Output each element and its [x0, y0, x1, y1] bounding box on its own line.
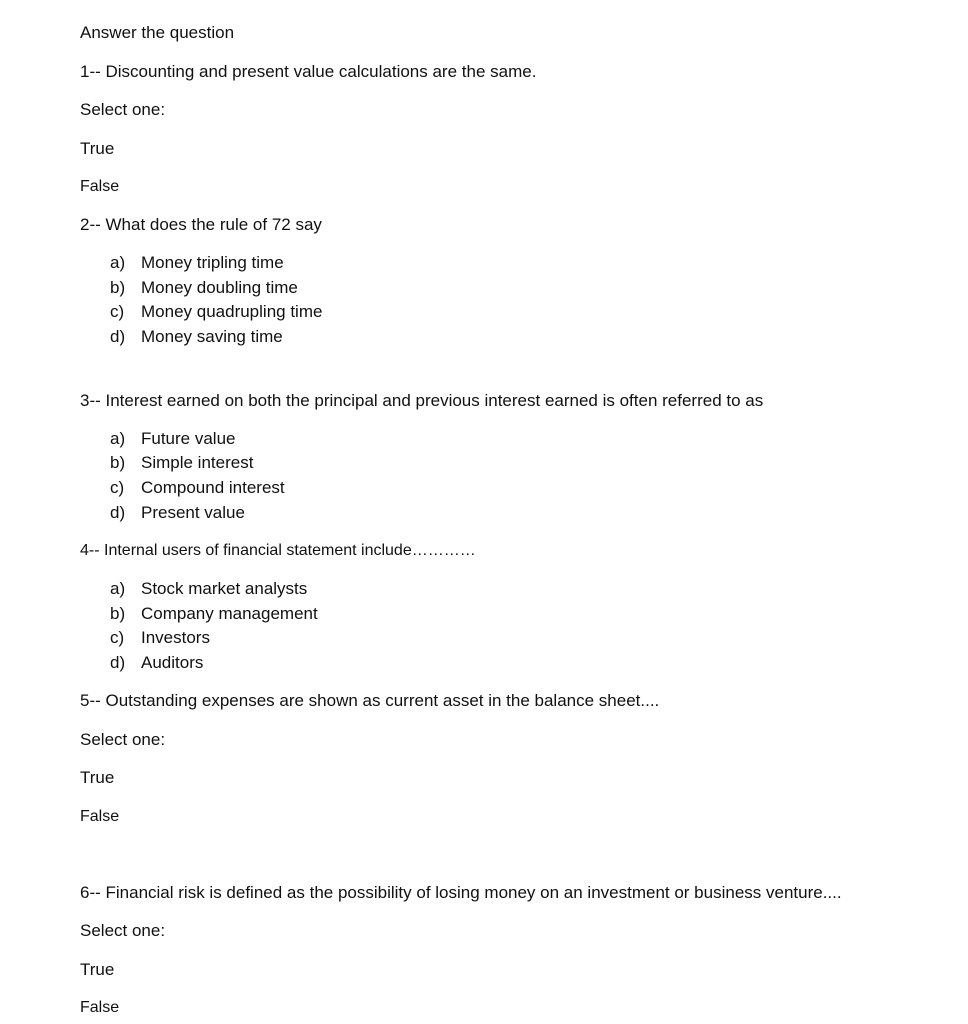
- question-4-text: 4-- Internal users of financial statement include…………: [80, 542, 476, 559]
- question-3-option-a[interactable]: [110, 429, 236, 449]
- question-4-option-c[interactable]: [110, 628, 210, 648]
- question-5-text: 5-- Outstanding expenses are shown as current asset in the balance sheet....: [80, 691, 660, 710]
- option-label: Compound interest: [141, 478, 285, 497]
- question-3-text: 3-- Interest earned on both the principal and previous interest earned is often referred to as: [80, 391, 764, 410]
- question-2-option-c[interactable]: [110, 302, 322, 322]
- question-4-option-a[interactable]: [110, 579, 307, 599]
- option-label: Future value: [141, 429, 236, 448]
- option-label: Auditors: [141, 653, 204, 672]
- page-heading: Answer the question: [80, 23, 235, 42]
- question-1-text: 1-- Discounting and present value calculations are the same.: [80, 62, 537, 81]
- option-letter: b): [110, 453, 126, 472]
- question-1-choice-false[interactable]: False: [80, 178, 120, 195]
- question-5-choice-true[interactable]: True: [80, 768, 115, 787]
- question-2-option-b[interactable]: [110, 278, 298, 298]
- question-6-choice-false[interactable]: False: [80, 999, 120, 1016]
- question-6-select-label: Select one:: [80, 921, 166, 940]
- option-letter: c): [110, 478, 125, 497]
- option-label: Money tripling time: [141, 253, 284, 272]
- option-letter: d): [110, 653, 126, 672]
- question-6-choice-true[interactable]: True: [80, 960, 115, 979]
- option-label: Money quadrupling time: [141, 302, 323, 321]
- option-letter: a): [110, 429, 126, 448]
- option-label: Simple interest: [141, 453, 254, 472]
- option-letter: c): [110, 628, 125, 647]
- question-1-choice-true[interactable]: True: [80, 139, 115, 158]
- option-letter: d): [110, 503, 126, 522]
- question-5-select-label: Select one:: [80, 730, 166, 749]
- question-4-option-d[interactable]: [110, 653, 203, 673]
- option-letter: b): [110, 278, 126, 297]
- option-label: Company management: [141, 604, 318, 623]
- question-2-option-d[interactable]: [110, 327, 283, 347]
- question-2-option-a[interactable]: [110, 253, 284, 273]
- option-label: Present value: [141, 503, 245, 522]
- question-1-select-label: Select one:: [80, 100, 166, 119]
- option-label: Investors: [141, 628, 210, 647]
- option-letter: a): [110, 579, 126, 598]
- question-3-option-d[interactable]: [110, 503, 245, 523]
- question-3-option-b[interactable]: [110, 453, 253, 473]
- option-label: Stock market analysts: [141, 579, 308, 598]
- question-6-text: 6-- Financial risk is defined as the possibility of losing money on an investment or business venture....: [80, 883, 842, 902]
- option-label: Money saving time: [141, 327, 283, 346]
- option-letter: a): [110, 253, 126, 272]
- option-letter: d): [110, 327, 126, 346]
- question-3-option-c[interactable]: [110, 478, 285, 498]
- question-2-text: 2-- What does the rule of 72 say: [80, 215, 322, 234]
- option-label: Money doubling time: [141, 278, 298, 297]
- option-letter: c): [110, 302, 125, 321]
- option-letter: b): [110, 604, 126, 623]
- question-4-option-b[interactable]: [110, 604, 318, 624]
- question-5-choice-false[interactable]: False: [80, 808, 120, 825]
